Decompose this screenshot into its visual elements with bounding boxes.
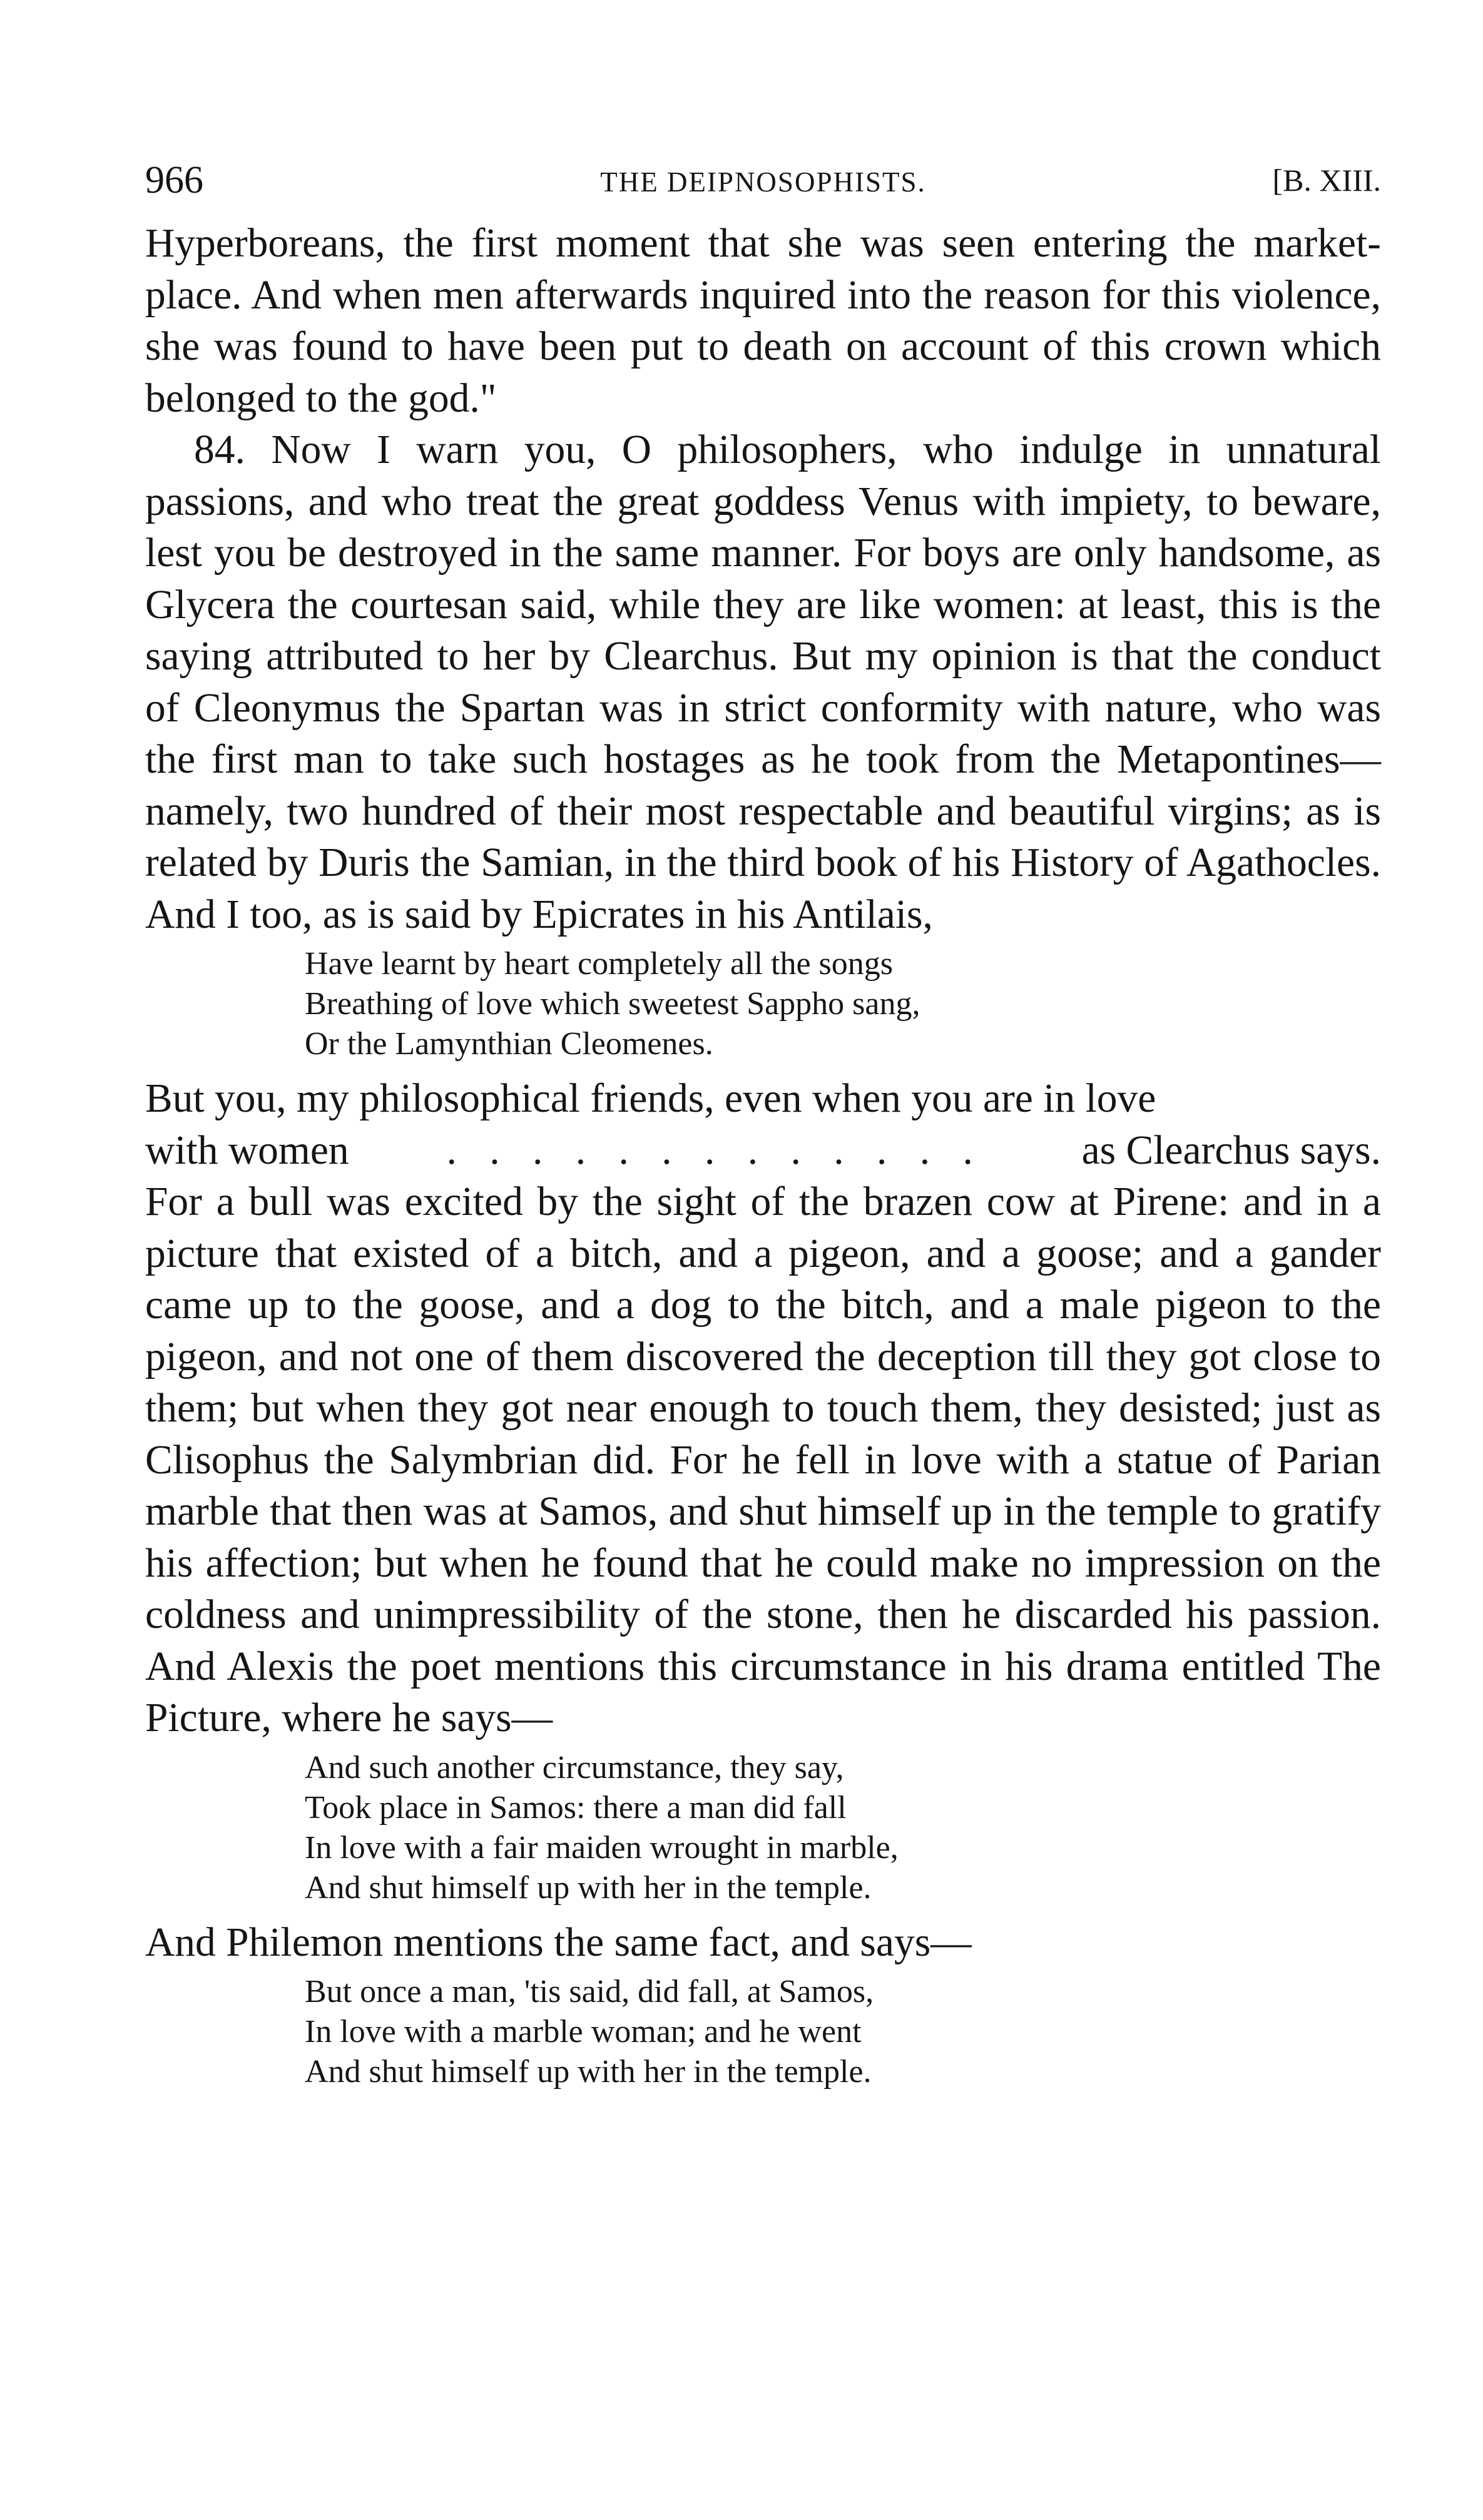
verse-line: In love with a fair maiden wrought in marble, <box>305 1829 899 1866</box>
body-text <box>145 218 1381 2092</box>
verse-line: And shut himself up with her in the temple. <box>305 1869 872 1906</box>
verse-line: And such another circumstance, they say, <box>305 1749 844 1786</box>
verse-line: Or the Lamynthian Cleomenes. <box>305 1026 713 1062</box>
book-page <box>145 155 1381 2101</box>
paragraph-4: And Philemon mentions the same fact, and says— <box>145 1919 972 1965</box>
verse-epicrates <box>145 944 1381 1064</box>
verse-line: And shut himself up with her in the temple. <box>305 2054 872 2090</box>
paragraph-3-line-1: But you, my philosophical friends, even when you are in love <box>145 1076 1156 1121</box>
paragraph-3: For a bull was excited by the sight of the brazen cow at Pirene: and in a picture that existed of a bitch, and a pigeon, and a goose; and a gander came up to the goose, and a dog to the bitch, and a male pigeon to the pigeon, and not one of them discovered the deception till they got close to them; but when they got near enough to touch them, they desisted; just as Clisophus the Salymbrian did. For he fell in love with a statue of Parian marble that then was at Samos, and shut himself up in the temple to gratify his affection; but when he found that he could make no impression on the coldness and unimpressibility of the stone, then he discarded his passion. And Alexis the poet mentions this circumstance in his drama entitled The Picture, where he says— <box>145 1179 1381 1740</box>
page-number: 966 <box>145 159 203 201</box>
verse-line: Breathing of love which sweetest Sappho sang, <box>305 986 920 1022</box>
ellipsis-line-start: with women <box>145 1127 349 1173</box>
verse-line: But once a man, 'tis said, did fall, at Samos, <box>305 1974 874 2009</box>
paragraph-84: 84. Now I warn you, O philosophers, who indulge in unnatural passions, and who treat the great goddess Venus with impiety, to beware, lest you be destroyed in the same manner. For boys are only handsome, as Glycera the courtesan said, while they are like women: at least, this is the saying attributed to her by Clearchus. But my opinion is that the conduct of Cleonymus the Spartan was in strict conformity with nature, who was the first man to take such hostages as he took from the Metapontines—namely, two hundred of their most respectable and beautiful virgins; as is related by Duris the Samian, in the third book of his History of Agathocles. And I too, as is said by Epicrates in his Antilais, <box>145 427 1381 937</box>
verse-line: Have learnt by heart completely all the songs <box>305 946 894 982</box>
verse-line: In love with a marble woman; and he went <box>305 2014 862 2050</box>
paragraph-1: Hyperboreans, the first moment that she was seen entering the market-place. And when men afterwards inquired into the reason for this violence, she was found to have been put to death on account of this crown which belonged to the god." <box>145 221 1381 421</box>
paragraph-3-ellipsis-line <box>145 1125 1381 1177</box>
verse-line: Took place in Samos: there a man did fall <box>305 1789 847 1826</box>
page-header <box>145 155 1381 218</box>
ellipsis-line-end: as Clearchus says. <box>1081 1127 1381 1173</box>
running-title: THE DEIPNOSOPHISTS. <box>600 166 926 198</box>
book-reference: [B. XIII. <box>1272 163 1381 198</box>
verse-philemon <box>145 1972 1381 2092</box>
verse-alexis <box>145 1748 1381 1908</box>
ellipsis-dots: . . . . . . . . . . . . . <box>446 1127 984 1173</box>
